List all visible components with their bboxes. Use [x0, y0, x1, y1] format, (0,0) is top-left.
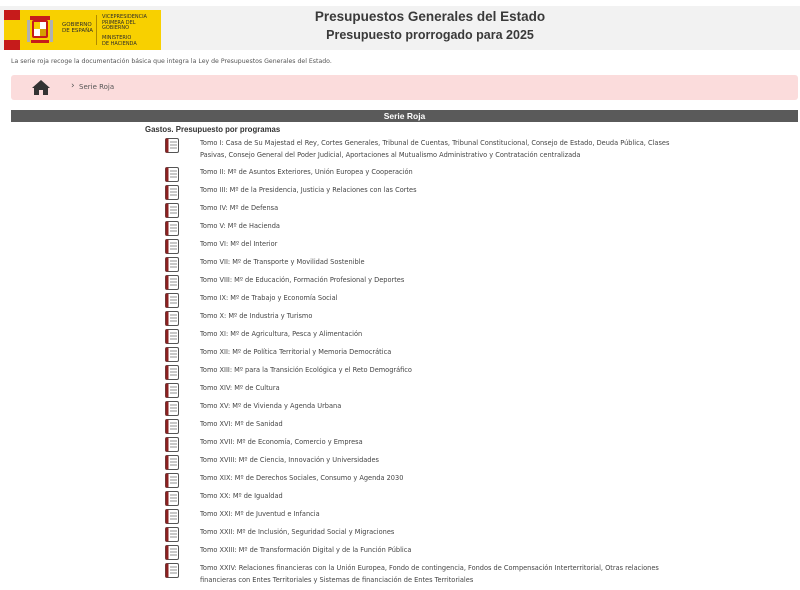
book-icon[interactable] [165, 419, 179, 434]
book-icon[interactable] [165, 455, 179, 470]
document-link[interactable]: Tomo XXII: Mº de Inclusión, Seguridad Social y Migraciones [200, 528, 395, 536]
document-link[interactable]: Tomo I: Casa de Su Majestad el Rey, Cortes Generales, Tribunal de Cuentas, Tribunal Constitucional, Consejo de Estado, Deuda Pública, Clases Pasivas, Consejo General del Poder Judicial, Aportaciones al Mutualismo Administrativo y Contratación centralizada [200, 139, 670, 159]
spain-flag-icon [4, 10, 20, 50]
document-link[interactable]: Tomo VI: Mº del Interior [200, 240, 278, 248]
book-icon[interactable] [165, 221, 179, 236]
intro-text: La serie roja recoge la documentación básica que integra la Ley de Presupuestos Generales del Estado. [11, 58, 332, 65]
book-icon[interactable] [165, 138, 179, 153]
document-link[interactable]: Tomo IV: Mº de Defensa [200, 204, 279, 212]
book-icon[interactable] [165, 365, 179, 380]
book-icon[interactable] [165, 401, 179, 416]
gobierno-text: GOBIERNO DE ESPAÑA [62, 22, 94, 34]
book-icon[interactable] [165, 437, 179, 452]
document-link[interactable]: Tomo XV: Mº de Vivienda y Agenda Urbana [200, 402, 342, 410]
document-link[interactable]: Tomo XXIV: Relaciones financieras con la Unión Europea, Fondo de contingencia, Fondos de Compensación Interterritorial, Otras relaciones financieras con Entes Territoriales y Sistemas de financiación de Entes Territoriales [200, 564, 659, 584]
document-link[interactable]: Tomo XIX: Mº de Derechos Sociales, Consumo y Agenda 2030 [200, 474, 404, 482]
document-link[interactable]: Tomo XIV: Mº de Cultura [200, 384, 280, 392]
logo-divider [96, 15, 97, 45]
document-link[interactable]: Tomo XI: Mº de Agricultura, Pesca y Alimentación [200, 330, 363, 338]
book-icon[interactable] [165, 329, 179, 344]
government-logo[interactable] [4, 10, 161, 50]
book-icon[interactable] [165, 275, 179, 290]
book-icon[interactable] [165, 257, 179, 272]
document-link[interactable]: Tomo V: Mº de Hacienda [200, 222, 280, 230]
book-icon[interactable] [165, 293, 179, 308]
page-header [0, 0, 800, 52]
document-link[interactable]: Tomo XXIII: Mº de Transformación Digital y de la Función Pública [200, 546, 412, 554]
section-heading: Gastos. Presupuesto por programas [145, 125, 281, 134]
document-link[interactable]: Tomo XXI: Mº de Juventud e Infancia [200, 510, 320, 518]
document-link[interactable]: Tomo XX: Mº de Igualdad [200, 492, 283, 500]
book-icon[interactable] [165, 563, 179, 578]
breadcrumb-separator: › [71, 81, 75, 91]
book-icon[interactable] [165, 383, 179, 398]
document-link[interactable]: Tomo VII: Mº de Transporte y Movilidad Sostenible [200, 258, 365, 266]
document-link[interactable]: Tomo III: Mº de la Presidencia, Justicia y Relaciones con las Cortes [200, 186, 417, 194]
breadcrumb [11, 75, 798, 100]
document-link[interactable]: Tomo XVI: Mº de Sanidad [200, 420, 283, 428]
vicepresidencia-text: VICEPRESIDENCIA PRIMERA DEL GOBIERNO [102, 14, 147, 32]
page-subtitle: Presupuesto prorrogado para 2025 [326, 28, 534, 42]
document-link[interactable]: Tomo XVIII: Mº de Ciencia, Innovación y Universidades [200, 456, 379, 464]
book-icon[interactable] [165, 311, 179, 326]
book-icon[interactable] [165, 347, 179, 362]
book-icon[interactable] [165, 473, 179, 488]
book-icon[interactable] [165, 545, 179, 560]
book-icon[interactable] [165, 491, 179, 506]
document-link[interactable]: Tomo XVII: Mº de Economía, Comercio y Empresa [200, 438, 363, 446]
section-title: Serie Roja [383, 111, 426, 121]
coat-of-arms-icon [26, 14, 54, 46]
ministerio-text: MINISTERIO DE HACIENDA [102, 35, 137, 47]
home-icon[interactable] [32, 80, 50, 95]
document-link[interactable]: Tomo XII: Mº de Política Territorial y Memoria Democrática [200, 348, 392, 356]
document-link[interactable]: Tomo VIII: Mº de Educación, Formación Profesional y Deportes [200, 276, 405, 284]
book-icon[interactable] [165, 239, 179, 254]
document-link[interactable]: Tomo X: Mº de Industria y Turismo [200, 312, 313, 320]
book-icon[interactable] [165, 203, 179, 218]
document-link[interactable]: Tomo XIII: Mº para la Transición Ecológica y el Reto Demográfico [200, 366, 412, 374]
breadcrumb-current: Serie Roja [79, 83, 115, 91]
page-title: Presupuestos Generales del Estado [314, 9, 546, 24]
document-link[interactable]: Tomo II: Mº de Asuntos Exteriores, Unión Europea y Cooperación [200, 168, 413, 176]
book-icon[interactable] [165, 185, 179, 200]
book-icon[interactable] [165, 509, 179, 524]
book-icon[interactable] [165, 167, 179, 182]
section-header-bar [11, 110, 798, 122]
document-link[interactable]: Tomo IX: Mº de Trabajo y Economía Social [200, 294, 338, 302]
book-icon[interactable] [165, 527, 179, 542]
